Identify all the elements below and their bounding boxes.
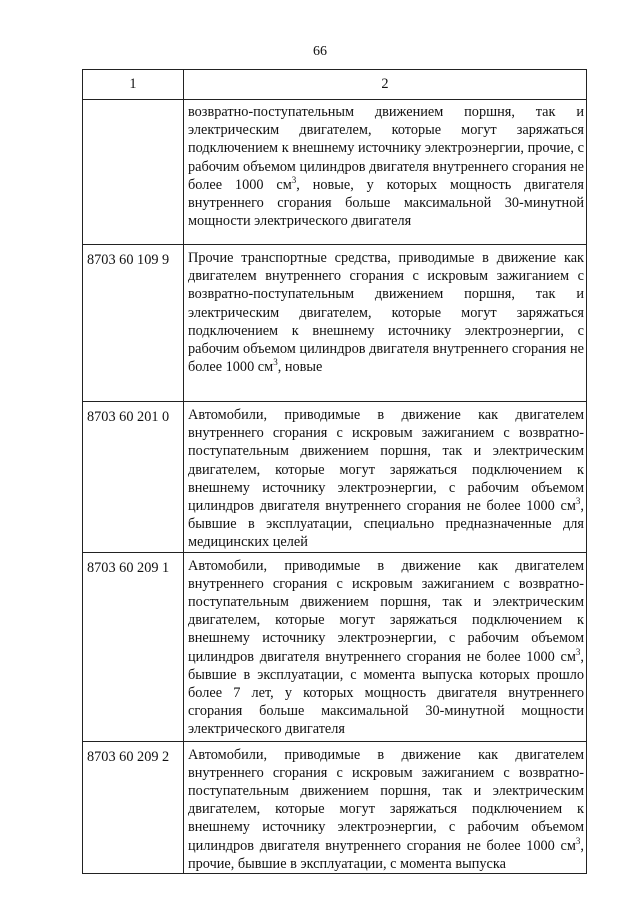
table-row [83,100,587,245]
table-row [83,552,587,741]
superscript: 3 [291,174,297,185]
superscript: 3 [575,496,581,507]
code-cell: 8703 60 209 2 [83,741,184,873]
description-cell [184,741,587,873]
table-row [83,402,587,553]
description-cell [184,402,587,553]
tariff-code-table [82,69,587,874]
description-cell [184,245,587,402]
code-cell: 8703 60 201 0 [83,402,184,553]
code-cell: 8703 60 209 1 [83,552,184,741]
description-text: Прочие транспортные средства, приводимые в движение как двигателем внутреннего сгорания с искровым зажиганием с возвратно-поступательным движением поршня, так и электрическим двигателем, которые могут заряжаться подключением к внешнему источнику электроэнергии, с рабочим объемом цилиндров двигателя внутреннего сгорания не более 1000 см [188,250,584,376]
description-text-tail: , бывшие в эксплуатации, с момента выпуска которых прошло более 7 лет, у которых мощность двигателя внутреннего сгорания больше максимальной 30-минутной мощности электрического двигателя [188,648,584,738]
column-header-2: 2 [184,70,587,100]
description-text: возвратно-поступательным движением поршня, так и электрическим двигателем, которые могут заряжаться подключением к внешнему источнику электроэнергии, прочие, с рабочим объемом цилиндров двигателя внутреннего сгорания не более 1000 см [188,104,584,193]
description-text-tail: , бывшие в эксплуатации, специально предназначенные для медицинских целей [188,498,584,551]
description-text: Автомобили, приводимые в движение как двигателем внутреннего сгорания с искровым зажиганием с возвратно-поступательным движением поршня, так и электрическим двигателем, которые могут заряжаться подключением к внешнему источнику электроэнергии, с рабочим объемом цилиндров двигателя внутреннего сгорания не более 1000 см [188,407,584,515]
superscript: 3 [575,646,581,657]
code-cell [83,100,184,245]
table-row [83,245,587,402]
description-text-tail: , новые, у которых мощность двигателя внутреннего сгорания больше максимальной 30-минутной мощности электрического двигателя [188,176,584,230]
superscript: 3 [575,835,581,846]
description-text: Автомобили, приводимые в движение как двигателем внутреннего сгорания с искровым зажиганием с возвратно-поступательным движением поршня, так и электрическим двигателем, которые могут заряжаться подключением к внешнему источнику электроэнергии, с рабочим объемом цилиндров двигателя внутреннего сгорания не более 1000 см [188,557,584,665]
column-header-1: 1 [83,70,184,100]
description-text-tail: , новые [277,359,323,376]
description-cell [184,552,587,741]
table-row [83,741,587,873]
description-text-tail: , прочие, бывшие в эксплуатации, с момента выпуска [188,837,584,872]
table-header-row [83,70,587,100]
code-cell: 8703 60 109 9 [83,245,184,402]
superscript: 3 [273,357,278,368]
description-text: Автомобили, приводимые в движение как двигателем внутреннего сгорания с искровым зажиганием с возвратно-поступательным движением поршня, так и электрическим двигателем, которые могут заряжаться подключением к внешнему источнику электроэнергии, с рабочим объемом цилиндров двигателя внутреннего сгорания не более 1000 см [188,746,584,854]
page-number: 66 [313,44,327,59]
description-cell [184,100,587,245]
